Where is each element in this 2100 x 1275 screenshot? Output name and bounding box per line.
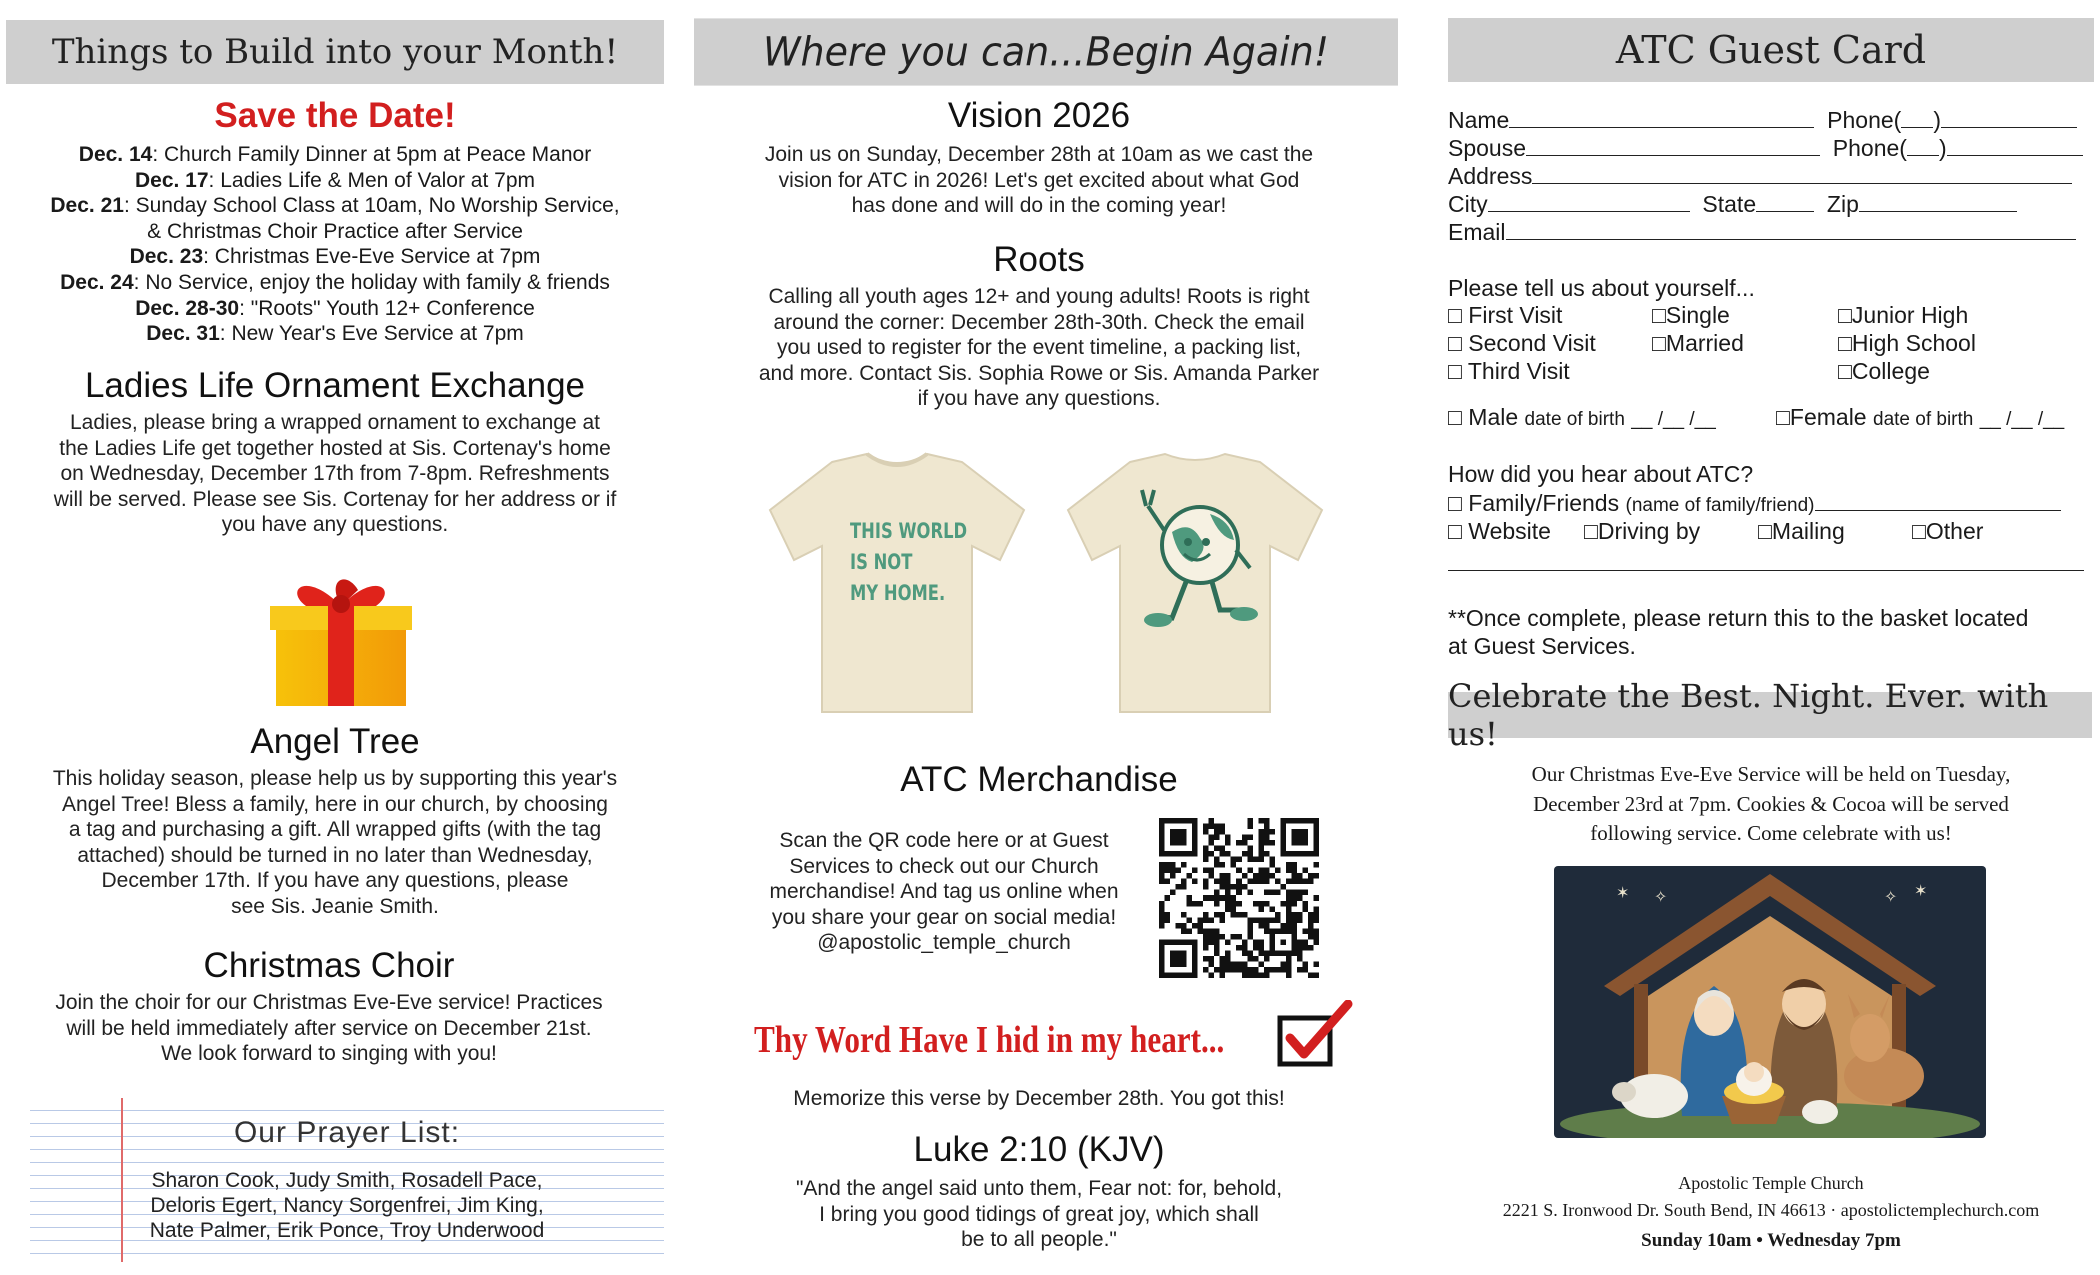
city-label: City (1448, 191, 1488, 217)
gift-box-icon (266, 560, 416, 710)
section-banner (6, 20, 664, 84)
driving-by-checkbox[interactable]: □Driving by (1584, 518, 1701, 544)
about-title: Please tell us about yourself... (1448, 275, 1755, 301)
tshirt-back-image (1060, 450, 1330, 720)
spouse-phone-area-field[interactable] (1907, 135, 1939, 156)
first-visit-checkbox[interactable]: □ First Visit (1448, 302, 1563, 328)
event-date: Dec. 14 (78, 143, 153, 166)
text-line: you share your gear on social media! (771, 905, 1117, 929)
vision-2026-text (694, 142, 1384, 219)
svg-text:✧: ✧ (1884, 887, 1898, 906)
event-date: Dec. 31 (146, 322, 220, 346)
event-date: Dec. 17 (134, 168, 209, 192)
ornament-exchange-text (6, 410, 664, 538)
option-note: (name of family/friend) (1625, 495, 1815, 516)
text-line: vision for ATC in 2026! Let's get excited about what God (778, 168, 1300, 192)
event-item (6, 219, 664, 245)
email-field[interactable] (1506, 219, 2076, 240)
spouse-label: Spouse (1448, 135, 1527, 161)
option-label: College (1851, 358, 1930, 384)
spouse-phone-label: Phone( (1832, 135, 1907, 161)
family-friend-name-field[interactable] (1815, 492, 2061, 511)
banner-title: Things to Build into your Month! (51, 32, 619, 72)
high-school-checkbox[interactable]: □High School (1838, 330, 1976, 356)
text-line: Scan the QR code here or at Guest (779, 829, 1109, 852)
text-line: Join us on Sunday, December 28th at 10am as we cast the (764, 143, 1314, 166)
prayer-list-names (30, 1168, 664, 1243)
option-label: Website (1468, 518, 1551, 544)
text-line: @apostolic_temple_church (817, 931, 1071, 955)
married-checkbox[interactable]: □Married (1652, 330, 1744, 356)
text-line: MY HOME. (850, 581, 946, 605)
angel-tree-text (6, 766, 664, 920)
column-things-to-build (6, 0, 664, 1275)
roots-title: Roots (993, 240, 1085, 279)
verse-heading: Thy Word Have I hid in my heart... (754, 1019, 1225, 1061)
nativity-scene-icon (1554, 866, 1986, 1138)
verse-heading-row (754, 1018, 1294, 1068)
spouse-field[interactable] (1526, 135, 1820, 156)
event-text: : Christmas Eve-Eve Service at 7pm (203, 245, 541, 269)
name-field[interactable] (1509, 107, 1814, 128)
spouse-row (1448, 134, 2083, 162)
text-line: I bring you good tidings of great joy, which shall (819, 1202, 1259, 1226)
text-line: THIS WORLD (850, 519, 968, 543)
address-row (1448, 162, 2072, 190)
event-text: : Sunday School Class at 10am, No Worship Service, (123, 194, 620, 218)
svg-text:✧: ✧ (1654, 887, 1668, 906)
option-label: Second Visit (1468, 330, 1596, 356)
text-line: will be held immediately after service on December 21st. (66, 1016, 592, 1040)
option-label: Junior High (1851, 302, 1969, 328)
events-list (6, 142, 664, 347)
event-item (6, 296, 664, 322)
text-line: on Wednesday, December 17th from 7-8pm. Refreshments (60, 462, 610, 486)
church-name: Apostolic Temple Church (1678, 1173, 1864, 1193)
text-line: Calling all youth ages 12+ and young adults! Roots is right (768, 285, 1310, 308)
church-address: 2221 S. Ironwood Dr. South Bend, IN 46613 · apostolictemplechurch.com (1502, 1200, 2040, 1220)
event-item (6, 168, 664, 194)
svg-text:✶: ✶ (1616, 883, 1630, 902)
junior-high-checkbox[interactable]: □Junior High (1838, 302, 1969, 328)
option-label: Married (1665, 330, 1744, 356)
roots-text (694, 284, 1384, 412)
college-checkbox[interactable]: □College (1838, 358, 1930, 384)
nativity-image (1554, 866, 1986, 1138)
text-line: Angel Tree! Bless a family, here in our church, by choosing (62, 792, 608, 816)
celebrate-text (1448, 760, 2094, 849)
phone-label: Phone( (1827, 107, 1902, 133)
option-label: High School (1851, 330, 1976, 356)
text-line: IS NOT (850, 550, 913, 574)
city-row (1448, 190, 2017, 218)
state-label: State (1702, 191, 1757, 217)
text-line: and more. Contact Sis. Sophia Rowe or Sis. Amanda Parker (758, 361, 1320, 385)
event-item (6, 244, 664, 270)
angel-tree-title: Angel Tree (250, 722, 420, 761)
second-visit-checkbox[interactable]: □ Second Visit (1448, 330, 1596, 356)
name-row (1448, 106, 2077, 134)
text-line: you used to register for the event timeline, a packing list, (776, 336, 1302, 360)
event-item (6, 142, 664, 168)
banner-title: Where you can...Begin Again! (762, 28, 1330, 76)
text-line: **Once complete, please return this to the basket located (1448, 605, 2029, 631)
option-label: Family/Friends (1468, 490, 1620, 516)
text-line: Our Christmas Eve-Eve Service will be held on Tuesday, (1531, 762, 2011, 786)
event-text: : Ladies Life & Men of Valor at 7pm (208, 168, 536, 192)
hear-title: How did you hear about ATC? (1448, 461, 1754, 487)
text-line: if you have any questions. (917, 387, 1161, 411)
column-guest-card (1448, 0, 2094, 1275)
verse-text (694, 1176, 1384, 1253)
event-text: : No Service, enjoy the holiday with family & friends (133, 270, 610, 294)
event-item (6, 321, 664, 347)
event-text: & Christmas Choir Practice after Service (147, 219, 523, 243)
text-line: attached) should be turned in no later than Wednesday, (77, 843, 593, 867)
service-times: Sunday 10am • Wednesday 7pm (1641, 1230, 1901, 1251)
spouse-phone-field[interactable] (1947, 135, 2083, 156)
text-line: the Ladies Life get together hosted at Sis. Cortenay's home (59, 436, 611, 460)
tshirt-front-image (762, 450, 1032, 720)
text-line: at Guest Services. (1448, 633, 1636, 659)
option-label: Third Visit (1467, 358, 1570, 384)
tshirt-back-globe-icon (1060, 450, 1330, 720)
third-visit-checkbox[interactable]: □ Third Visit (1448, 358, 1570, 384)
text-line: following service. Come celebrate with us! (1590, 821, 1952, 845)
event-date: Dec. 24 (60, 270, 134, 294)
phone-paren: ) (1933, 107, 1941, 133)
phone-paren: ) (1938, 135, 1947, 161)
vision-2026-title: Vision 2026 (947, 96, 1131, 135)
text-line: Services to check out our Church (789, 854, 1099, 878)
option-label: Female (1789, 404, 1867, 430)
event-text: : "Roots" Youth 12+ Conference (239, 296, 535, 320)
christmas-choir-title: Christmas Choir (203, 946, 455, 985)
option-label: Male (1468, 404, 1519, 430)
church-footer (1448, 1170, 2094, 1254)
text-line: Join the choir for our Christmas Eve-Eve service! Practices (55, 991, 603, 1014)
section-banner (1448, 18, 2094, 82)
email-row (1448, 218, 2076, 246)
female-checkbox[interactable]: □Female date of birth __ /__ /__ (1776, 404, 2065, 430)
phone-area-field[interactable] (1901, 107, 1933, 128)
text-line: merchandise! And tag us online when (769, 880, 1119, 904)
email-label: Email (1448, 219, 1506, 245)
svg-text:✶: ✶ (1914, 881, 1928, 900)
text-line: a tag and purchasing a gift. All wrapped gifts (with the tag (68, 818, 602, 842)
atc-merchandise-title: ATC Merchandise (900, 760, 1178, 799)
checkbox-checked-icon (1274, 1000, 1354, 1068)
christmas-choir-text (6, 990, 652, 1067)
name-label: Name (1448, 107, 1510, 133)
save-the-date-title: Save the Date! (214, 96, 456, 135)
option-label: Driving by (1597, 518, 1701, 544)
event-text: : Church Family Dinner at 5pm at Peace Manor (152, 143, 592, 166)
prayer-list-card (30, 1098, 664, 1262)
banner-title: Celebrate the Best. Night. Ever. with us! (1448, 677, 2049, 753)
tshirt-slogan (850, 516, 967, 609)
column-begin-again (694, 0, 1398, 1275)
text-line: Sharon Cook, Judy Smith, Rosadell Pace, (151, 1169, 543, 1192)
other-checkbox[interactable]: □Other (1912, 518, 1984, 544)
dob-label: date of birth (1524, 409, 1625, 430)
text-line: has done and will do in the coming year! (851, 194, 1227, 218)
option-label: Single (1665, 302, 1730, 328)
dob-label: date of birth (1873, 409, 1974, 430)
event-item (6, 270, 664, 296)
text-line: December 23rd at 7pm. Cookies & Cocoa will be served (1533, 791, 2009, 816)
option-label: Other (1925, 518, 1984, 544)
memorize-text: Memorize this verse by December 28th. You got this! (793, 1087, 1285, 1110)
qr-code-icon[interactable] (1159, 818, 1319, 978)
prayer-list-title: Our Prayer List: (233, 1116, 461, 1149)
text-line: around the corner: December 28th-30th. Check the email (773, 310, 1305, 334)
text-line: We look forward to singing with you! (161, 1042, 497, 1066)
event-date: Dec. 28-30 (135, 296, 240, 320)
phone-field[interactable] (1941, 107, 2077, 128)
city-field[interactable] (1488, 191, 1690, 212)
address-label: Address (1448, 163, 1533, 189)
state-field[interactable] (1756, 191, 1814, 212)
text-line: This holiday season, please help us by supporting this year's (52, 767, 618, 790)
text-line: Deloris Egert, Nancy Sorgenfrei, Jim King, (150, 1194, 544, 1217)
mailing-checkbox[interactable]: □Mailing (1758, 518, 1845, 544)
verse-reference: Luke 2:10 (KJV) (913, 1130, 1165, 1169)
address-field[interactable] (1532, 163, 2072, 184)
option-label: Mailing (1771, 518, 1845, 544)
single-checkbox[interactable]: □Single (1652, 302, 1730, 328)
text-line: see Sis. Jeanie Smith. (231, 894, 439, 918)
text-line: "And the angel said unto them, Fear not: for, behold, (795, 1177, 1283, 1200)
text-line: Ladies, please bring a wrapped ornament to exchange at (69, 411, 601, 434)
zip-field[interactable] (1859, 191, 2017, 212)
event-text: : New Year's Eve Service at 7pm (219, 322, 524, 346)
option-label: First Visit (1468, 302, 1563, 328)
celebrate-banner (1448, 677, 2092, 753)
ornament-exchange-title: Ladies Life Ornament Exchange (84, 366, 586, 405)
event-date: Dec. 23 (129, 245, 204, 269)
zip-label: Zip (1826, 191, 1859, 217)
text-line: will be served. Please see Sis. Cortenay for her address or if (53, 487, 617, 511)
event-item (6, 193, 664, 219)
other-field[interactable] (1448, 550, 2084, 571)
merchandise-text (754, 828, 1134, 956)
banner-title: ATC Guest Card (1615, 28, 1927, 72)
text-line: December 17th. If you have any questions, please (101, 869, 569, 893)
text-line: be to all people." (961, 1228, 1117, 1252)
family-friends-checkbox[interactable]: □ Family/Friends (name of family/friend) (1448, 490, 2061, 517)
text-line: you have any questions. (221, 513, 449, 537)
website-checkbox[interactable]: □ Website (1448, 518, 1551, 544)
section-banner (694, 18, 1398, 85)
return-instructions (1448, 604, 2094, 660)
male-checkbox[interactable]: □ Male date of birth __ /__ /__ (1448, 404, 1716, 430)
text-line: Nate Palmer, Erik Ponce, Troy Underwood (149, 1219, 545, 1242)
event-date: Dec. 21 (50, 194, 124, 218)
